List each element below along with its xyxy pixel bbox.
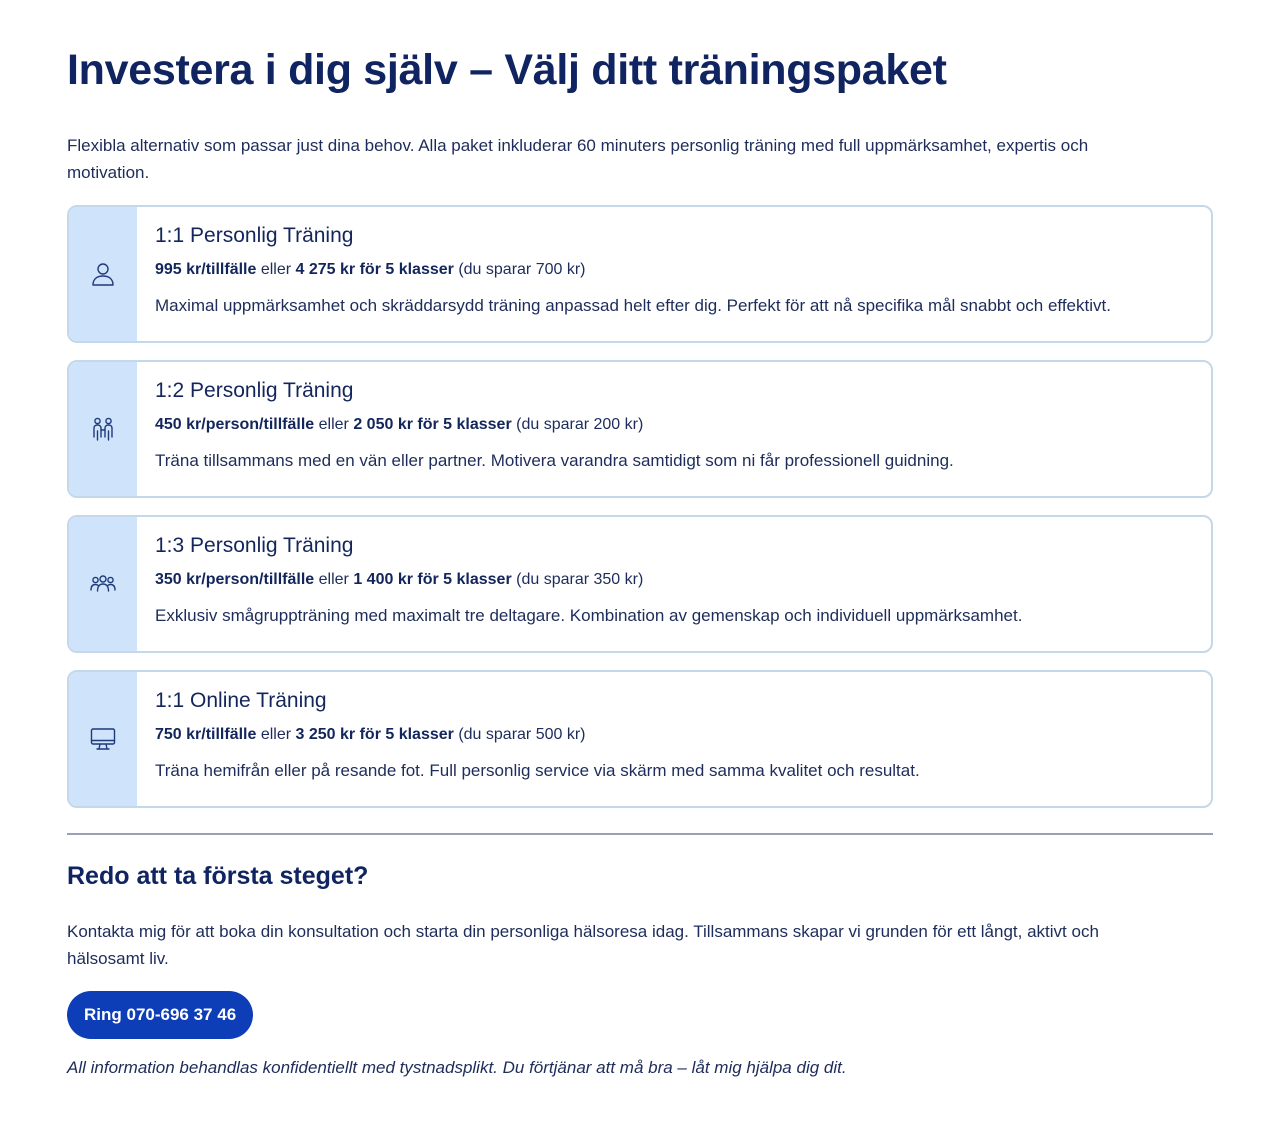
price-bundle: 4 275 kr för 5 klasser — [295, 261, 454, 278]
package-card-1-1 — [67, 205, 1213, 343]
monitor-icon — [89, 725, 117, 753]
call-button[interactable]: Ring 070-696 37 46 — [67, 991, 253, 1039]
price-connector: eller — [318, 571, 349, 588]
price-single: 350 kr/person/tillfälle — [155, 571, 315, 588]
group-icon — [89, 570, 117, 598]
card-icon-rail — [69, 672, 137, 806]
package-title: 1:1 Online Träning — [155, 689, 327, 712]
page-title: Investera i dig själv – Välj ditt träningspaket — [67, 46, 947, 94]
package-description: Maximal uppmärksamhet och skräddarsydd träning anpassad helt efter dig. Perfekt för att nå specifika mål snabbt och effektivt. — [155, 296, 1111, 315]
package-price — [155, 416, 1191, 434]
person-icon — [89, 260, 117, 288]
card-icon-rail — [69, 207, 137, 341]
price-single: 450 kr/person/tillfälle — [155, 416, 315, 433]
contact-text: Kontakta mig för att boka din konsultation och starta din personliga hälsoresa idag. Tillsammans skapar vi grunden för ett långt, aktivt och hälsosamt liv. — [67, 922, 1099, 968]
section-divider — [67, 833, 1213, 835]
confidentiality-note: All information behandlas konfidentiellt med tystnadsplikt. Du förtjänar att må bra – låt mig hjälpa dig dit. — [67, 1058, 847, 1077]
price-connector: eller — [260, 261, 292, 278]
price-bundle: 1 400 kr för 5 klasser — [353, 571, 512, 588]
package-price — [155, 726, 1191, 744]
cta-heading: Redo att ta första steget? — [67, 862, 369, 890]
card-icon-rail — [69, 517, 137, 651]
package-card-1-3 — [67, 515, 1213, 653]
package-card-online — [67, 670, 1213, 808]
two-people-icon — [89, 415, 117, 443]
package-title: 1:2 Personlig Träning — [155, 379, 354, 402]
package-description: Träna tillsammans med en vän eller partner. Motivera varandra samtidigt som ni får professionell guidning. — [155, 451, 954, 470]
price-savings: (du sparar 700 kr) — [458, 261, 586, 278]
price-single: 995 kr/tillfälle — [155, 261, 257, 278]
price-savings: (du sparar 200 kr) — [516, 416, 644, 433]
price-savings: (du sparar 350 kr) — [516, 571, 644, 588]
intro-text: Flexibla alternativ som passar just dina behov. Alla paket inkluderar 60 minuters personlig träning med full uppmärksamhet, expertis och motivation. — [67, 136, 1089, 182]
price-bundle: 3 250 kr för 5 klasser — [295, 726, 454, 743]
card-icon-rail — [69, 362, 137, 496]
package-card-1-2 — [67, 360, 1213, 498]
package-description: Träna hemifrån eller på resande fot. Full personlig service via skärm med samma kvalitet och resultat. — [155, 761, 920, 780]
price-connector: eller — [318, 416, 349, 433]
price-single: 750 kr/tillfälle — [155, 726, 257, 743]
price-bundle: 2 050 kr för 5 klasser — [353, 416, 512, 433]
package-price — [155, 571, 1191, 589]
package-price — [155, 261, 1191, 279]
package-title: 1:1 Personlig Träning — [155, 224, 354, 247]
package-title: 1:3 Personlig Träning — [155, 534, 354, 557]
package-description: Exklusiv smågruppträning med maximalt tre deltagare. Kombination av gemenskap och individuell uppmärksamhet. — [155, 606, 1023, 625]
price-connector: eller — [260, 726, 292, 743]
price-savings: (du sparar 500 kr) — [458, 726, 586, 743]
